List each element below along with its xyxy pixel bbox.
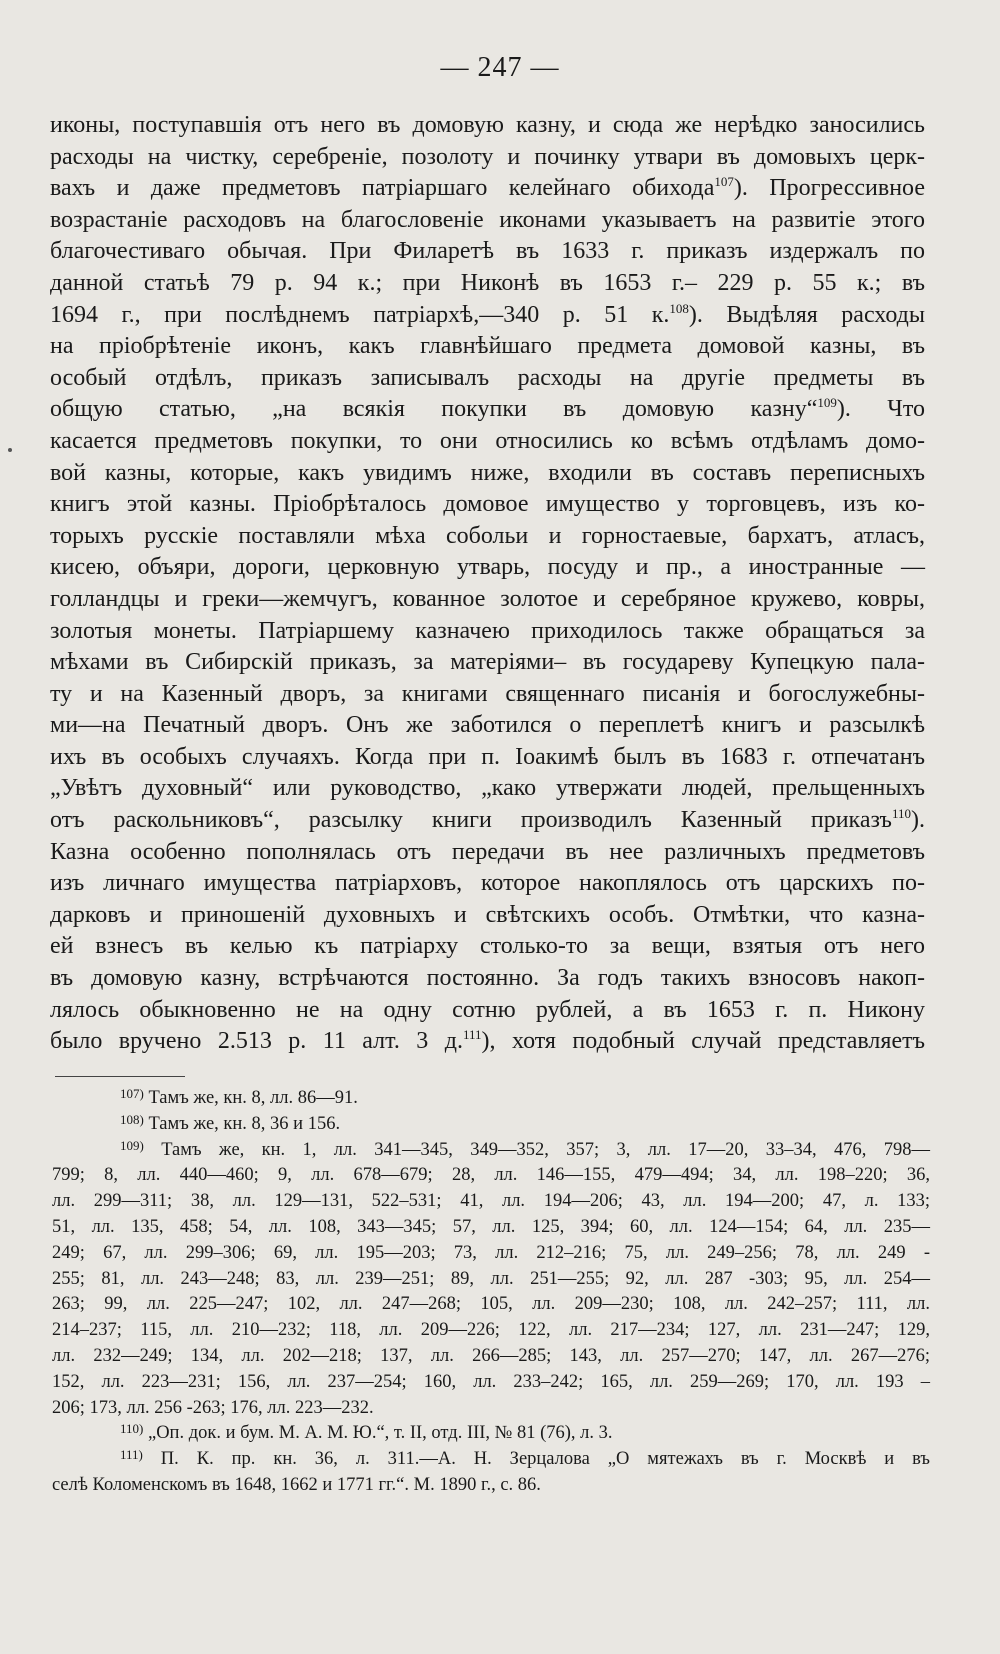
footnote-line (52, 1370, 930, 1396)
footnote-separator (55, 1076, 185, 1077)
text-line (50, 647, 925, 679)
text-line-content: отъ раскольниковъ“, разсылку книги производилъ Казенный приказъ (50, 807, 892, 834)
footnote-line (52, 1421, 930, 1447)
text-line-content: 1694 г., при послѣднемъ патріархѣ,—340 р. 51 к. (50, 301, 670, 328)
footnote-line (52, 1396, 930, 1422)
text-line-content: особый отдѣлъ, приказъ записывалъ расходы на другіе предметы въ (50, 364, 925, 391)
text-line (50, 963, 925, 995)
footnote-text: 263; 99, лл. 225—247; 102, лл. 247—268; 105, лл. 209—230; 108, лл. 242–257; 111, лл. (52, 1294, 930, 1315)
text-line-content: дарковъ и приношеній духовныхъ и свѣтскихъ особъ. Отмѣтки, что казна- (50, 901, 925, 928)
footnote-line (52, 1318, 930, 1344)
text-line-content: ми—на Печатный дворъ. Онъ же заботился о переплетѣ книгъ и разсылкѣ (50, 712, 925, 739)
footnote-line (52, 1112, 930, 1138)
text-line (50, 521, 925, 553)
footnote-text: селѣ Коломенскомъ въ 1648, 1662 и 1771 гг.“. М. 1890 г., с. 86. (52, 1474, 541, 1495)
text-line-content: мѣхами въ Сибирскій приказъ, за матеріями– въ государеву Купецкую пала- (50, 649, 925, 676)
text-line (50, 489, 925, 521)
text-line (50, 616, 925, 648)
text-line (50, 805, 925, 837)
footnote-text: „Оп. док. и бум. М. А. М. Ю.“, т. II, отд. III, № 81 (76), л. 3. (143, 1423, 613, 1444)
footnote-line (52, 1138, 930, 1164)
footnote-text: 799; 8, лл. 440—460; 9, лл. 678—679; 28, лл. 146—155, 479—494; 34, лл. 198–220; 36, (52, 1165, 930, 1186)
footnote-text: Тамъ же, кн. 1, лл. 341—345, 349—352, 357; 3, лл. 17—20, 33–34, 476, 798— (143, 1139, 930, 1160)
text-line-content: данной статьѣ 79 р. 94 к.; при Никонѣ въ 1653 г.– 229 р. 55 к.; въ (50, 269, 925, 296)
footnote-line (52, 1215, 930, 1241)
footnote-line (52, 1473, 930, 1499)
text-line-content: изъ личнаго имущества патріарховъ, которое накоплялось отъ царскихъ по- (50, 870, 925, 897)
text-line-tail: ). Прогрессивное (733, 175, 926, 202)
main-text (50, 110, 925, 1058)
footnote-line (52, 1189, 930, 1215)
text-line-content: возрастаніе расходовъ на благословеніе иконами указываетъ на развитіе этого (50, 206, 925, 233)
footnote-ref: 111 (462, 1027, 482, 1043)
text-line-content: общую статью, „на всякія покупки въ домовую казну“ (50, 396, 818, 423)
text-line-content: ту и на Казенный дворъ, за книгами священнаго писанія и богослужебны- (50, 680, 925, 707)
footnote-text: лл. 299—311; 38, лл. 129—131, 522–531; 41, лл. 194—206; 43, лл. 194—200; 47, л. 133; (52, 1191, 930, 1212)
text-line-tail: ). (911, 807, 925, 834)
footnote-line (52, 1447, 930, 1473)
text-line-content: золотыя монеты. Патріаршему казначею приходилось также обращаться за (50, 617, 925, 644)
text-line (50, 868, 925, 900)
text-line-content: на пріобрѣтеніе иконъ, какъ главнѣйшаго предмета домовой казны, въ (50, 333, 925, 360)
text-line-content: ихъ въ особыхъ случаяхъ. Когда при п. Іоакимѣ былъ въ 1683 г. отпечатанъ (50, 743, 925, 770)
text-line-content: было вручено 2.513 р. 11 алт. 3 д. (50, 1028, 463, 1055)
text-line-content: торыхъ русскіе поставляли мѣха собольи и горностаевые, бархатъ, атласъ, (50, 522, 925, 549)
footnote-line (52, 1163, 930, 1189)
footnote-number: 108) (120, 1111, 144, 1127)
text-line (50, 458, 925, 490)
footnote-text: 214–237; 115, лл. 210—232; 118, лл. 209—226; 122, лл. 217—234; 127, лл. 231—247; 129, (52, 1320, 930, 1341)
footnote-text: П. К. пр. кн. 36, л. 311.—А. Н. Зерцалова „О мятежахъ въ г. Москвѣ и въ (142, 1449, 930, 1470)
text-line-content: ей взнесъ въ келью къ патріарху столько-то за вещи, взятыя отъ него (50, 933, 925, 960)
text-line (50, 110, 925, 142)
text-line-content: Казна особенно пополнялась отъ передачи въ нее различныхъ предметовъ (50, 838, 925, 865)
text-line (50, 773, 925, 805)
text-line (50, 300, 925, 332)
footnote-number: 111) (120, 1447, 143, 1463)
text-line-content: благочестиваго обычая. При Филаретѣ въ 1633 г. приказъ издержалъ по (50, 238, 925, 265)
text-line (50, 742, 925, 774)
text-line-content: кисею, объяри, дороги, церковную утварь, посуду и пр., а иностранные — (50, 554, 925, 581)
text-line (50, 1026, 925, 1058)
text-line-content: лялось обыкновенно не на одну сотню рублей, а въ 1653 г. п. Никону (50, 996, 925, 1023)
footnote-line (52, 1086, 930, 1112)
footnote-text: 206; 173, лл. 256 -263; 176, лл. 223—232. (52, 1397, 374, 1418)
text-line-tail: ), хотя подобный случай представляетъ (481, 1028, 925, 1055)
footnote-ref: 108 (669, 300, 689, 316)
text-line-content: „Увѣтъ духовный“ или руководство, „како утвержати людей, прельщенныхъ (50, 775, 925, 802)
text-line (50, 679, 925, 711)
footnote-line (52, 1241, 930, 1267)
text-line (50, 426, 925, 458)
text-line (50, 552, 925, 584)
text-line-content: голландцы и греки—жемчугъ, кованное золотое и серебряное кружево, ковры, (50, 585, 925, 612)
text-line (50, 268, 925, 300)
text-line (50, 394, 925, 426)
footnote-text: 249; 67, лл. 299–306; 69, лл. 195—203; 73, лл. 212–216; 75, лл. 249–256; 78, лл. 249 - (52, 1242, 930, 1263)
text-line (50, 900, 925, 932)
text-line-content: въ домовую казну, встрѣчаются постоянно. За годъ такихъ взносовъ накоп- (50, 965, 925, 992)
footnote-line (52, 1292, 930, 1318)
footnote-number: 110) (120, 1421, 144, 1437)
footnote-text: 255; 81, лл. 243—248; 83, лл. 239—251; 89, лл. 251—255; 92, лл. 287 -303; 95, лл. 254— (52, 1268, 930, 1289)
footnote-line (52, 1344, 930, 1370)
text-line (50, 331, 925, 363)
text-line-tail: ). Выдѣляя расходы (688, 301, 926, 328)
text-line (50, 584, 925, 616)
page-number: — 247 — (440, 52, 560, 83)
text-line-content: вахъ и даже предметовъ патріаршаго келейнаго обихода (50, 175, 715, 202)
footnote-ref: 110 (891, 806, 911, 822)
text-line-content: книгъ этой казны. Пріобрѣталось домовое имущество у торговцевъ, изъ ко- (50, 491, 925, 518)
footnote-number: 107) (120, 1086, 144, 1101)
footnote-text: Тамъ же, кн. 8, 36 и 156. (143, 1113, 341, 1134)
text-line-content: иконы, поступавшія отъ него въ домовую казну, и сюда же нерѣдко заносились (50, 112, 925, 138)
text-line-content: расходы на чистку, серебреніе, позолоту и починку утвари въ домовыхъ церк- (50, 143, 925, 170)
text-line (50, 837, 925, 869)
footnote-text: 51, лл. 135, 458; 54, лл. 108, 343—345; 57, лл. 125, 394; 60, лл. 124—154; 64, лл. 235— (52, 1216, 930, 1237)
text-line (50, 205, 925, 237)
footnote-ref: 107 (714, 174, 734, 190)
text-line (50, 931, 925, 963)
footnote-text: 152, лл. 223—231; 156, лл. 237—254; 160, лл. 233–242; 165, лл. 259—269; 170, лл. 193 – (52, 1371, 930, 1392)
footnote-line (52, 1267, 930, 1293)
text-line-content: касается предметовъ покупки, то они относились ко всѣмъ отдѣламъ домо- (50, 427, 925, 454)
text-line (50, 710, 925, 742)
footnote-text: Тамъ же, кн. 8, лл. 86—91. (143, 1088, 358, 1108)
footnotes (52, 1086, 930, 1499)
footnote-ref: 109 (817, 395, 837, 411)
footnote-number: 109) (120, 1137, 144, 1153)
margin-speck (8, 448, 12, 452)
text-line (50, 363, 925, 395)
text-line-tail: ). Что (836, 396, 926, 423)
text-line (50, 995, 925, 1027)
text-line-content: вой казны, которые, какъ увидимъ ниже, входили въ составъ переписныхъ (50, 459, 925, 486)
text-line (50, 142, 925, 174)
text-line (50, 236, 925, 268)
footnote-text: лл. 232—249; 134, лл. 202—218; 137, лл. 266—285; 143, лл. 257—270; 147, лл. 267—276; (52, 1345, 930, 1366)
text-line (50, 173, 925, 205)
